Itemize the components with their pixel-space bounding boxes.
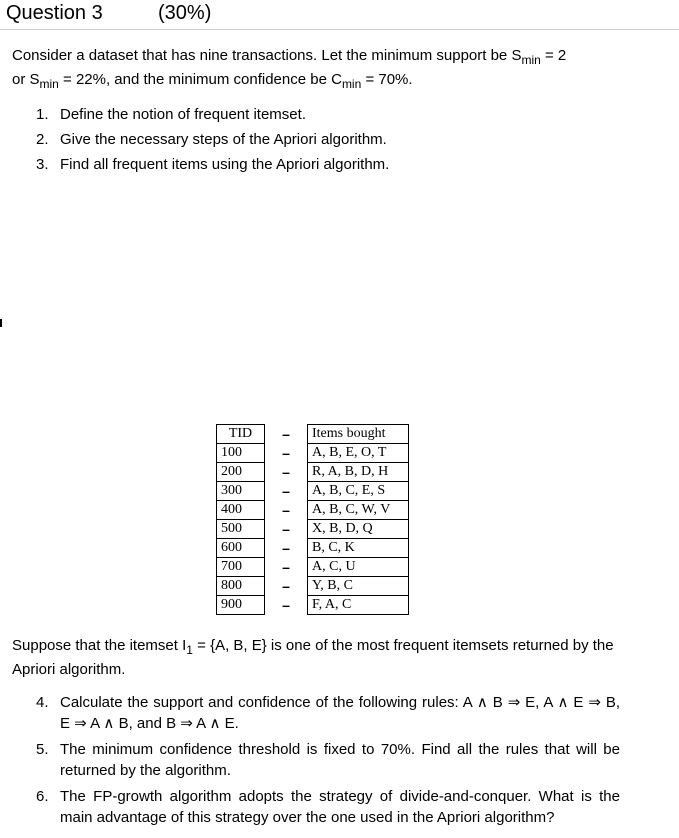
intro-text: = 2	[540, 47, 567, 64]
transactions-table	[216, 424, 409, 615]
list-item	[0, 129, 640, 150]
table-header-row	[217, 425, 409, 444]
header-items: Items bought	[308, 425, 409, 444]
cell-tid: 600	[217, 539, 265, 558]
cell-tid: 800	[217, 577, 265, 596]
intro-text: = 70%.	[361, 71, 413, 88]
item-text: Give the necessary steps of the Apriori algorithm.	[60, 131, 387, 148]
table-row	[217, 539, 409, 558]
item-text: The minimum confidence threshold is fixed to 70%. Find all the rules that will be returned by the algorithm.	[60, 741, 620, 779]
item-number: 2.	[36, 131, 49, 148]
cell-dash: –	[282, 502, 290, 518]
item-number: 6.	[36, 788, 49, 805]
cell-dash: –	[282, 521, 290, 537]
table-row	[217, 444, 409, 463]
list-item	[0, 786, 620, 828]
cell-dash: –	[282, 483, 290, 499]
table-row	[217, 501, 409, 520]
item-number: 1.	[36, 106, 49, 123]
table-row	[217, 463, 409, 482]
intro-text: Consider a dataset that has nine transactions. Let the minimum support be S	[12, 47, 522, 64]
table-row	[217, 596, 409, 615]
table-row	[217, 577, 409, 596]
smin-subscript: min	[521, 53, 541, 67]
cell-tid: 100	[217, 444, 265, 463]
cell-items: A, B, E, O, T	[308, 444, 409, 463]
itemset-statement	[12, 634, 652, 681]
cell-tid: 200	[217, 463, 265, 482]
cmin-subscript: min	[341, 77, 362, 91]
cell-items: X, B, D, Q	[308, 520, 409, 539]
cell-items: Y, B, C	[308, 577, 409, 596]
item-text: Calculate the support and confidence of the following rules: A ∧ B ⇒ E, A ∧ E ⇒ B, E ⇒ A ∧ B, and B ⇒ A ∧ E.	[60, 694, 620, 732]
cell-dash: –	[282, 597, 290, 613]
list-item	[0, 692, 620, 734]
list-item	[0, 739, 620, 781]
intro-paragraph	[12, 44, 652, 92]
cell-tid: 400	[217, 501, 265, 520]
cell-dash: –	[282, 540, 290, 556]
cell-items: R, A, B, D, H	[308, 463, 409, 482]
question-title: Question 3	[6, 2, 103, 24]
table-row	[217, 520, 409, 539]
question-weight: (30%)	[158, 2, 212, 24]
cell-items: A, C, U	[308, 558, 409, 577]
item-text: The FP-growth algorithm adopts the strategy of divide-and-conquer. What is the main advantage of this strategy over the one used in the Apriori algorithm?	[60, 788, 620, 826]
smin-subscript: min	[39, 77, 59, 91]
cell-tid: 900	[217, 596, 265, 615]
cell-items: B, C, K	[308, 539, 409, 558]
cell-items: F, A, C	[308, 596, 409, 615]
task-list-2	[0, 692, 620, 833]
cell-dash: –	[282, 464, 290, 480]
cell-items: A, B, C, W, V	[308, 501, 409, 520]
cell-dash: –	[282, 445, 290, 461]
cell-items: A, B, C, E, S	[308, 482, 409, 501]
item-text: Define the notion of frequent itemset.	[60, 106, 306, 123]
header-dash: –	[282, 426, 290, 442]
item-number: 4.	[36, 694, 49, 711]
statement-text: = {A, B, E} is one of the most frequent itemsets returned by the Apriori algorithm.	[12, 637, 614, 678]
statement-text: Suppose that the itemset I	[12, 637, 187, 654]
table-row	[217, 558, 409, 577]
item-number: 3.	[36, 156, 49, 173]
header-tid: TID	[217, 425, 265, 444]
cell-tid: 300	[217, 482, 265, 501]
cell-tid: 700	[217, 558, 265, 577]
table-row	[217, 482, 409, 501]
task-list-1	[0, 104, 640, 179]
cell-tid: 500	[217, 520, 265, 539]
item-text: Find all frequent items using the Apriori algorithm.	[60, 156, 390, 173]
cell-dash: –	[282, 559, 290, 575]
intro-text: or S	[12, 71, 40, 88]
itemset-subscript: 1	[186, 643, 193, 657]
list-item	[0, 104, 640, 125]
item-number: 5.	[36, 741, 49, 758]
list-item	[0, 154, 640, 175]
question-header	[0, 0, 679, 30]
page-edge-mark	[0, 319, 2, 327]
cell-dash: –	[282, 578, 290, 594]
intro-text: = 22%, and the minimum confidence be C	[58, 71, 342, 88]
